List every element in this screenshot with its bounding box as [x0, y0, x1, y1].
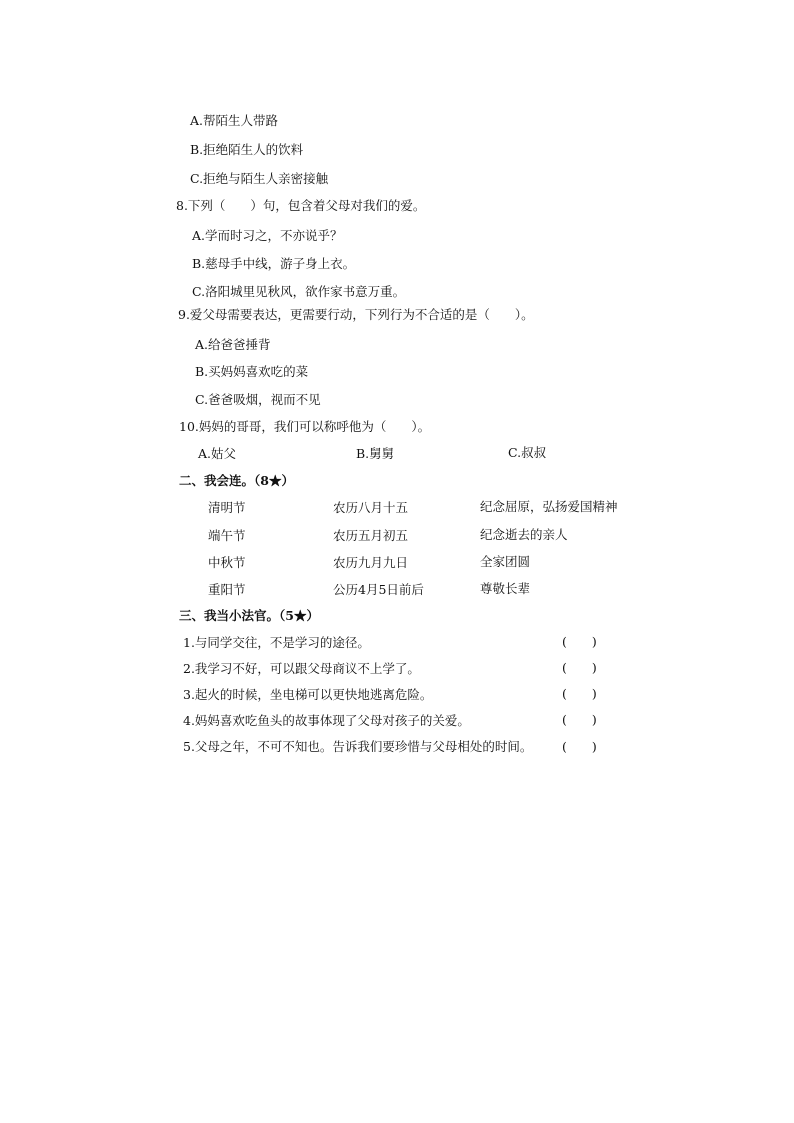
- q8-option-c: C.洛阳城里见秋风，欲作家书意万重。: [192, 284, 406, 299]
- judge-bracket[interactable]: ( ): [562, 634, 597, 649]
- judge-item: 2.我学习不好，可以跟父母商议不上学了。: [183, 661, 420, 676]
- festival-item: 端午节: [208, 528, 246, 543]
- festival-item: 清明节: [208, 500, 246, 515]
- q10-option-a: A.姑父: [198, 446, 237, 461]
- meaning-item: 纪念屈原，弘扬爱国精神: [480, 499, 618, 514]
- meaning-item: 全家团圆: [480, 554, 531, 569]
- section2-heading: 二、我会连。（8★）: [179, 473, 294, 488]
- q10-option-c: C.叔叔: [508, 445, 547, 460]
- q9-option-a: A.给爸爸捶背: [195, 337, 271, 352]
- judge-bracket[interactable]: ( ): [562, 660, 597, 675]
- date-item: 公历4月5日前后: [333, 582, 424, 597]
- judge-bracket[interactable]: ( ): [562, 712, 597, 727]
- q8-option-b: B.慈母手中线，游子身上衣。: [192, 256, 356, 271]
- date-item: 农历九月九日: [333, 555, 409, 570]
- q9-option-b: B.买妈妈喜欢吃的菜: [195, 364, 309, 379]
- section3-heading: 三、我当小法官。（5★）: [179, 608, 319, 623]
- judge-item: 4.妈妈喜欢吃鱼头的故事体现了父母对孩子的关爱。: [183, 713, 470, 728]
- meaning-item: 尊敬长辈: [480, 581, 531, 596]
- q10-option-b: B.舅舅: [356, 446, 395, 461]
- judge-bracket[interactable]: ( ): [562, 686, 597, 701]
- festival-item: 重阳节: [208, 582, 246, 597]
- date-item: 农历五月初五: [333, 528, 409, 543]
- q10-stem: 10.妈妈的哥哥，我们可以称呼他为（ ）。: [179, 419, 431, 434]
- date-item: 农历八月十五: [333, 500, 409, 515]
- q7-option-a: A.帮陌生人带路: [190, 113, 279, 128]
- q7-option-b: B.拒绝陌生人的饮料: [190, 142, 304, 157]
- meaning-item: 纪念逝去的亲人: [480, 527, 568, 542]
- judge-item: 5.父母之年，不可不知也。告诉我们要珍惜与父母相处的时间。: [183, 739, 533, 754]
- q9-option-c: C.爸爸吸烟，视而不见: [195, 392, 321, 407]
- judge-item: 3.起火的时候，坐电梯可以更快地逃离危险。: [183, 687, 433, 702]
- q9-stem: 9.爱父母需要表达，更需要行动，下列行为不合适的是（ ）。: [178, 307, 534, 322]
- festival-item: 中秋节: [208, 555, 246, 570]
- q8-stem: 8.下列（ ）句，包含着父母对我们的爱。: [176, 198, 426, 213]
- judge-bracket[interactable]: ( ): [562, 739, 597, 754]
- judge-item: 1.与同学交往，不是学习的途径。: [183, 635, 370, 650]
- q7-option-c: C.拒绝与陌生人亲密接触: [190, 171, 329, 186]
- q8-option-a: A.学而时习之，不亦说乎？: [192, 228, 343, 243]
